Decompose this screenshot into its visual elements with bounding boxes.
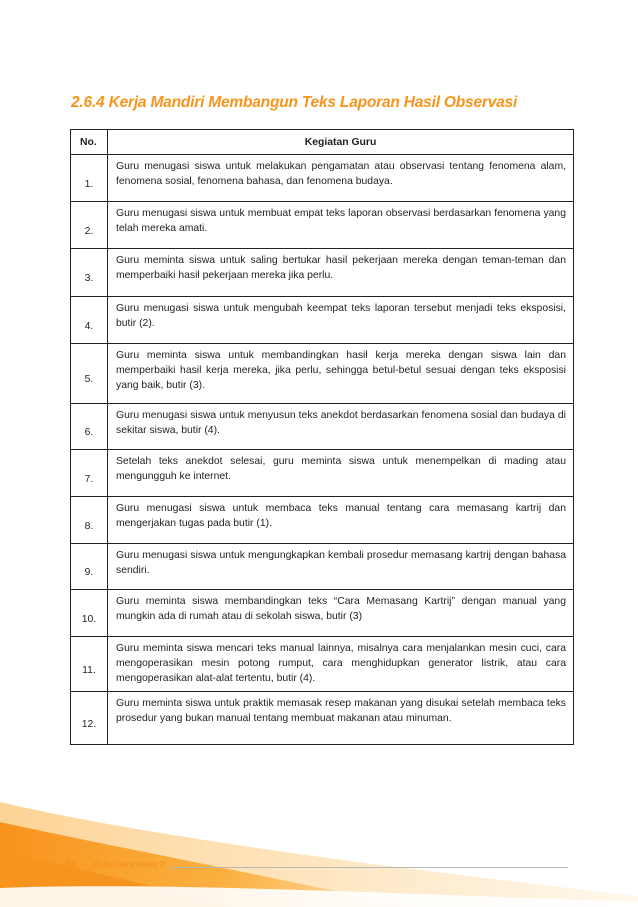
footer-divider xyxy=(170,867,568,868)
row-number: 7. xyxy=(71,450,108,497)
row-number: 12. xyxy=(71,692,108,745)
row-activity: Guru meminta siswa untuk praktik memasak resep makanan yang disukai setelah membaca teks prosedur yang bukan manual tentang membuat makanan atau minuman. xyxy=(108,692,574,745)
page-number: 38 xyxy=(64,857,78,871)
row-number: 6. xyxy=(71,404,108,450)
section-title: 2.6.4 Kerja Mandiri Membangun Teks Laporan Hasil Observasi xyxy=(71,94,518,111)
row-activity: Guru meminta siswa mencari teks manual lainnya, misalnya cara menjalankan mesin cuci, cara mengoperasikan mesin potong rumput, cara menghidupkan generator listrik, atau cara mengoperasikan alat-alat tertentu, butir (4). xyxy=(108,637,574,692)
table-row xyxy=(71,155,574,202)
row-activity: Guru meminta siswa membandingkan teks “Cara Memasang Kartrij” dengan manual yang mungkin ada di rumah atau di sekolah siswa, butir (3) xyxy=(108,590,574,637)
row-number: 3. xyxy=(71,249,108,297)
row-number: 4. xyxy=(71,297,108,344)
activity-table xyxy=(70,129,574,745)
table-row xyxy=(71,202,574,249)
row-activity: Guru meminta siswa untuk saling bertukar hasil pekerjaan mereka dengan teman-teman dan memperbaiki hasil pekerjaan mereka jika perlu. xyxy=(108,249,574,297)
row-number: 8. xyxy=(71,497,108,544)
table-row xyxy=(71,692,574,745)
table-row xyxy=(71,637,574,692)
footer-swoosh-graphic xyxy=(0,770,638,907)
row-activity: Guru menugasi siswa untuk membuat empat teks laporan observasi berdasarkan fenomena yang telah mereka amati. xyxy=(108,202,574,249)
row-number: 5. xyxy=(71,344,108,404)
row-number: 1. xyxy=(71,155,108,202)
row-activity: Guru menugasi siswa untuk mengungkapkan kembali prosedur memasang kartrij dengan bahasa sendiri. xyxy=(108,544,574,590)
row-activity: Guru menugasi siswa untuk membaca teks manual tentang cara memasang kartrij dan mengerjakan tugas pada butir (1). xyxy=(108,497,574,544)
header-activity: Kegiatan Guru xyxy=(108,130,574,155)
table-row xyxy=(71,497,574,544)
row-activity: Guru meminta siswa untuk membandingkan hasil kerja mereka dengan siswa lain dan memperbaiki hasil kerja mereka, jika perlu, sehingga betul-betul sesuai dengan teks eksposisi yang baik, butir (3). xyxy=(108,344,574,404)
row-number: 10. xyxy=(71,590,108,637)
table-row xyxy=(71,249,574,297)
row-number: 11. xyxy=(71,637,108,692)
table-row xyxy=(71,450,574,497)
row-activity: Guru menugasi siswa untuk melakukan pengamatan atau observasi tentang fenomena alam, fenomena sosial, fenomena bahasa, dan fenomena budaya. xyxy=(108,155,574,202)
book-title: Buku Guru Kelas X xyxy=(93,860,166,869)
row-activity: Guru menugasi siswa untuk menyusun teks anekdot berdasarkan fenomena sosial dan budaya di sekitar siswa, butir (4). xyxy=(108,404,574,450)
row-number: 9. xyxy=(71,544,108,590)
row-activity: Setelah teks anekdot selesai, guru meminta siswa untuk menempelkan di mading atau mengungguh ke internet. xyxy=(108,450,574,497)
table-row xyxy=(71,344,574,404)
row-number: 2. xyxy=(71,202,108,249)
table-row xyxy=(71,544,574,590)
row-activity: Guru menugasi siswa untuk mengubah keempat teks laporan tersebut menjadi teks eksposisi, butir (2). xyxy=(108,297,574,344)
table-row xyxy=(71,297,574,344)
header-no: No. xyxy=(71,130,108,155)
table-header-row xyxy=(71,130,574,155)
table-row xyxy=(71,590,574,637)
table-row xyxy=(71,404,574,450)
